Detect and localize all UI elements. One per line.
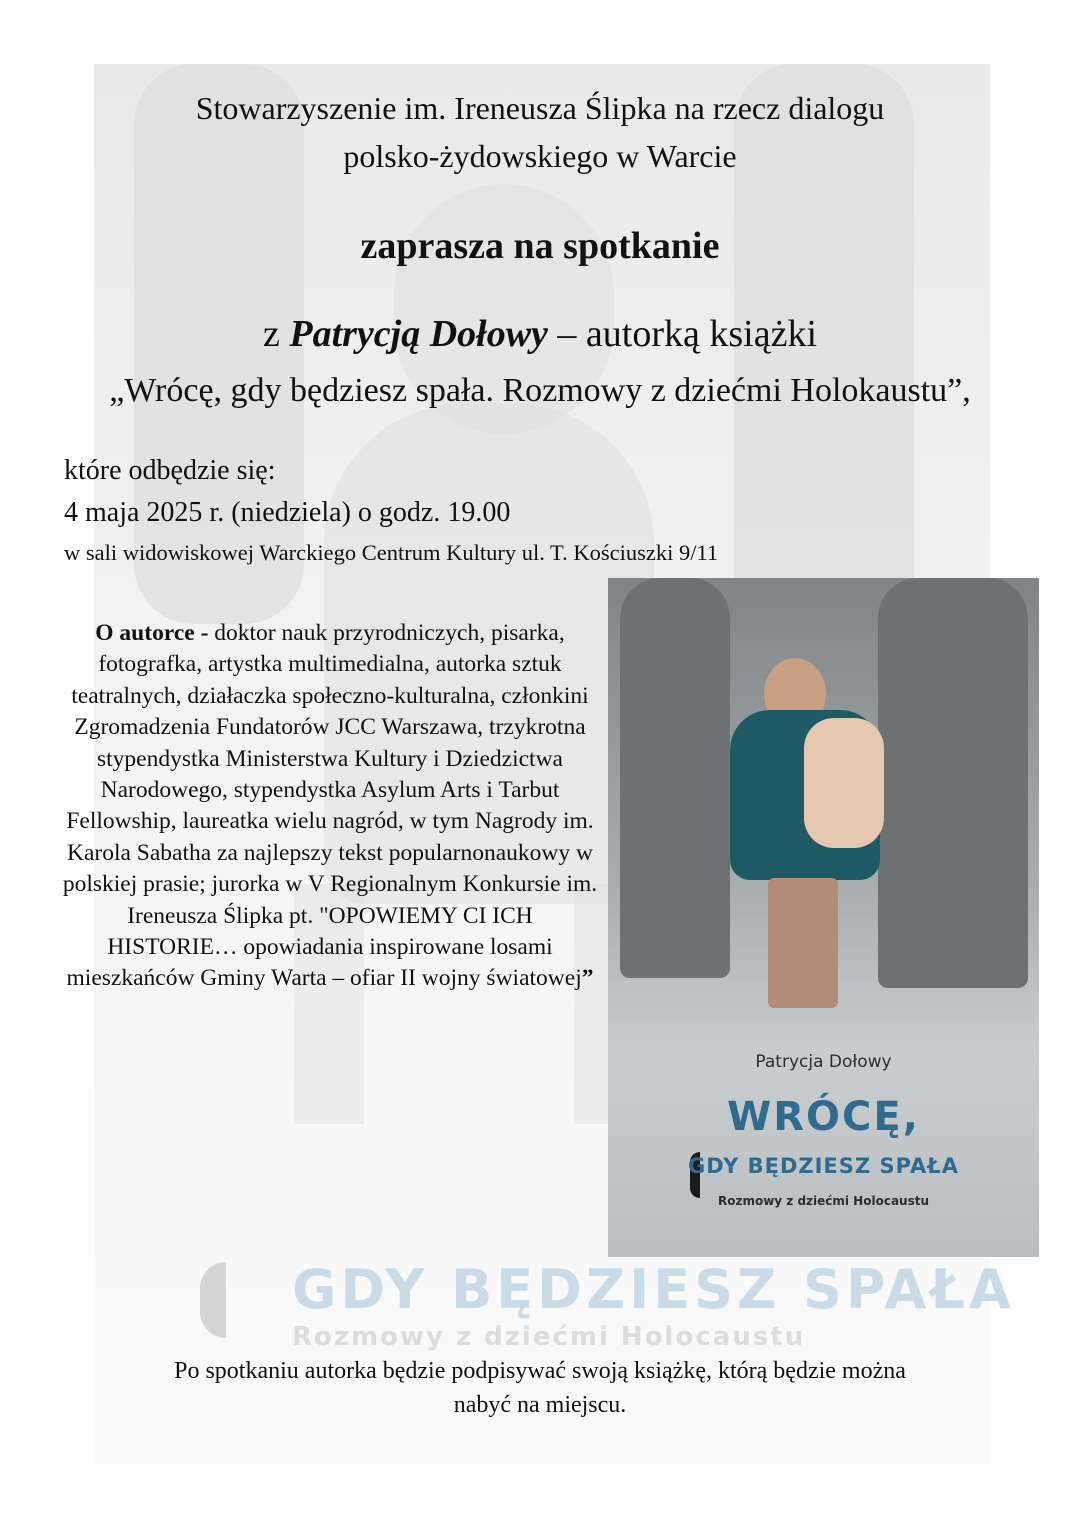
watermark-logo <box>200 1262 226 1338</box>
bio-label: O autorce - <box>95 620 215 646</box>
organization-line-2: polsko-żydowskiego w Warcie <box>343 138 737 174</box>
book-title: „Wrócę, gdy będziesz spała. Rozmowy z dziećmi Holokaustu”, <box>109 372 971 409</box>
cover-figure-left <box>620 578 730 978</box>
event-date: 4 maja 2025 r. (niedziela) o godz. 19.00 <box>64 497 511 528</box>
bio-text: doktor nauk przyrodniczych, pisarka, fotografka, artystka multimedialna, autorka sztuk teatralnych, działaczka społeczno-kulturalna, członkini Zgromadzenia Fundatorów JCC Warszawa, trzykrotna stypendystka Ministerstwa Kultury i Dziedzictwa Narodowego, stypendystka Asylum Arts i Tarbut Fellowship, laureatka wielu nagród, w tym Nagrody im. Karola Sabatha za najlepszy tekst popularnonaukowy w polskiej prasie; jurorka w V Regionalnym Konkursie im. Ireneusza Ślipka pt. "OPOWIEMY CI ICH HISTORIE… opowiadania inspirowane losami mieszkańców Gminy Warta – ofiar II wojny światowej <box>62 620 598 992</box>
watermark-subtitle: Rozmowy z dziećmi Holocaustu <box>292 1322 806 1352</box>
cover-subtitle: Rozmowy z dziećmi Holocaustu <box>717 1194 930 1208</box>
cover-girl-legs <box>768 878 838 1008</box>
event-venue: w sali widowiskowej Warckiego Centrum Kultury ul. T. Kościuszki 9/11 <box>64 540 719 565</box>
cover-title-line-1: WRÓCĘ, <box>727 1094 920 1140</box>
bio-closing-quote: ” <box>581 965 594 992</box>
book-cover <box>608 578 1039 1257</box>
author-bio <box>60 618 600 995</box>
organization-line-1: Stowarzyszenie im. Ireneusza Ślipka na rzecz dialogu <box>195 90 885 126</box>
event-intro: które odbędzie się: <box>64 455 276 486</box>
author-prefix: z <box>262 313 290 355</box>
watermark-title: GDY BĘDZIESZ SPAŁA <box>292 1258 1015 1321</box>
cover-doll <box>804 718 884 848</box>
cover-title-line-2: GDY BĘDZIESZ SPAŁA <box>687 1154 960 1178</box>
cover-figure-right <box>878 578 1028 988</box>
footer-line-2: nabyć na miejscu. <box>453 1392 627 1418</box>
footer-line-1: Po spotkaniu autorka będzie podpisywać swoją książkę, którą będzie można <box>174 1358 906 1384</box>
cover-author: Patrycja Dołowy <box>755 1052 892 1072</box>
author-name: Patrycją Dołowy <box>289 313 548 355</box>
invite-heading: zaprasza na spotkanie <box>360 225 720 267</box>
author-line <box>0 312 1080 356</box>
author-suffix: – autorką książki <box>547 313 818 355</box>
